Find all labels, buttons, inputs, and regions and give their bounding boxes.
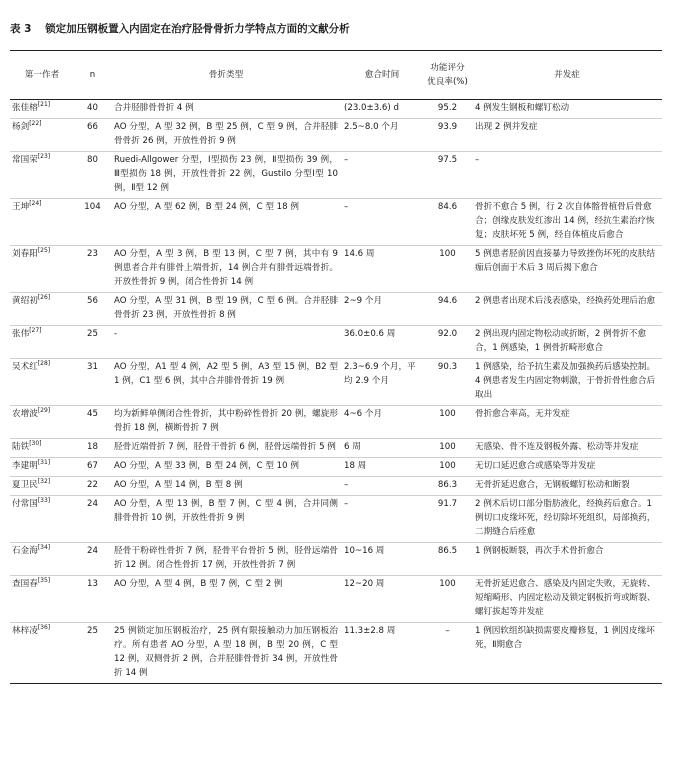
author-name: 石金海 [12, 546, 38, 556]
healing-time-cell: 10~16 周 [341, 543, 423, 576]
fracture-type-cell: 25 例锁定加压钢板治疗，25 例有限接触动力加压钢板治疗。所有患者 AO 分型，A 型 18 例，B 型 20 例，C 型 12 例，双侧骨折 2 例，合并胫腓骨骨折 34 例，开放性骨折 14 例 [111, 623, 341, 684]
healing-time-cell: – [341, 152, 423, 199]
healing-time-cell: – [341, 496, 423, 543]
ref-link[interactable]: [30] [29, 440, 42, 448]
excellent-rate-cell: 91.7 [423, 496, 472, 543]
complications-cell: 2 例患者出现术后浅表感染，经换药处理后治愈 [472, 293, 662, 326]
complications-cell: 出现 2 例并发症 [472, 119, 662, 152]
excellent-rate-cell: 92.0 [423, 326, 472, 359]
n-cell: 45 [74, 406, 111, 439]
ref-link[interactable]: [27] [29, 327, 42, 335]
author-cell [10, 406, 74, 439]
author-cell [10, 100, 74, 119]
ref-link[interactable]: [36] [37, 624, 51, 632]
author-name: 张佳榕 [12, 103, 38, 113]
ref-link[interactable]: [34] [37, 544, 51, 552]
healing-time-cell: 2~9 个月 [341, 293, 423, 326]
n-cell: 40 [74, 100, 111, 119]
author-name: 李建明 [12, 461, 38, 471]
excellent-rate-cell: 86.5 [423, 543, 472, 576]
author-cell [10, 543, 74, 576]
fracture-type-cell: AO 分型，A 型 3 例，B 型 13 例，C 型 7 例，其中有 9 例患者合并有腓骨上端骨折，14 例合并有腓骨远端骨折。开放性骨折 9 例，闭合性骨折 14 例 [111, 246, 341, 293]
table-row [10, 496, 662, 543]
ref-link[interactable]: [29] [37, 407, 51, 415]
n-cell: 22 [74, 477, 111, 496]
fracture-type-cell: AO 分型，A 型 33 例，B 型 24 例，C 型 10 例 [111, 458, 341, 477]
table-row [10, 543, 662, 576]
header-excellent-rate [423, 51, 472, 100]
n-cell: 80 [74, 152, 111, 199]
n-cell: 24 [74, 496, 111, 543]
fracture-type-cell: Ruedi-Allgower 分型，Ⅰ型损伤 23 例，Ⅱ型损伤 39 例，Ⅲ型损伤 18 例，开放性骨折 22 例，Gustilo 分型Ⅰ型 10 例，Ⅱ型 12 例 [111, 152, 341, 199]
excellent-rate-cell: – [423, 623, 472, 684]
ref-link[interactable]: [26] [37, 294, 51, 302]
table-row [10, 199, 662, 246]
healing-time-cell: – [341, 199, 423, 246]
author-name: 陆铁 [12, 442, 30, 452]
complications-cell: 骨折不愈合 5 例，行 2 次自体髂骨植骨后骨愈合；创缘皮肤发红渗出 14 例，经抗生素治疗恢复；皮肤坏死 5 例，经自体植皮后愈合 [472, 199, 662, 246]
healing-time-cell: – [341, 477, 423, 496]
complications-cell: 无骨折延迟愈合、感染及内固定失败，无旋转、短缩畸形、内固定松动及锁定钢板折弯或断裂、螺钉拔起等并发症 [472, 576, 662, 623]
complications-cell: 无骨折延迟愈合，无钢板螺钉松动和断裂 [472, 477, 662, 496]
table-row [10, 152, 662, 199]
fracture-type-cell: 胫骨近端骨折 7 例，胫骨干骨折 6 例，胫骨远端骨折 5 例 [111, 439, 341, 458]
table-row [10, 439, 662, 458]
complications-cell: 1 例钢板断裂，再次手术骨折愈合 [472, 543, 662, 576]
healing-time-cell: 14.6 周 [341, 246, 423, 293]
header-n: n [89, 70, 96, 80]
fracture-type-cell: AO 分型，A1 型 4 例，A2 型 5 例，A3 型 15 例，B2 型 1 例，C1 型 6 例，其中合并腓骨骨折 19 例 [111, 359, 341, 406]
ref-link[interactable]: [25] [37, 247, 51, 255]
author-name: 查国春 [12, 579, 38, 589]
complications-cell: 骨折愈合率高，无并发症 [472, 406, 662, 439]
author-name: 杨剑 [12, 122, 30, 132]
n-cell: 31 [74, 359, 111, 406]
header-fracture-type: 骨折类型 [208, 70, 244, 80]
ref-link[interactable]: [28] [37, 360, 51, 368]
author-cell [10, 293, 74, 326]
ref-link[interactable]: [31] [37, 459, 51, 467]
table-header-row [10, 51, 662, 100]
complications-cell: 5 例患者胫前因直接暴力导致挫伤坏死的皮肤结痂后创面于术后 3 周后揭下愈合 [472, 246, 662, 293]
ref-link[interactable]: [21] [37, 101, 51, 109]
n-cell: 24 [74, 543, 111, 576]
complications-cell: 2 例出现内固定物松动或折断，2 例骨折不愈合，1 例感染，1 例骨折畸形愈合 [472, 326, 662, 359]
excellent-rate-cell: 94.6 [423, 293, 472, 326]
healing-time-cell: 12~20 周 [341, 576, 423, 623]
excellent-rate-cell: 86.3 [423, 477, 472, 496]
author-cell [10, 246, 74, 293]
ref-link[interactable]: [35] [37, 577, 51, 585]
complications-cell: 无感染、骨不连及钢板外露、松动等并发症 [472, 439, 662, 458]
author-cell [10, 576, 74, 623]
author-cell [10, 119, 74, 152]
author-cell [10, 458, 74, 477]
header-author: 第一作者 [24, 70, 60, 80]
n-cell: 13 [74, 576, 111, 623]
table-row [10, 246, 662, 293]
fracture-type-cell: AO 分型，A 型 32 例，B 型 25 例，C 型 9 例，合并胫腓骨骨折 26 例，开放性骨折 9 例 [111, 119, 341, 152]
excellent-rate-cell: 100 [423, 458, 472, 477]
n-cell: 23 [74, 246, 111, 293]
author-cell [10, 477, 74, 496]
author-cell [10, 199, 74, 246]
healing-time-cell: 2.3~6.9 个月，平均 2.9 个月 [341, 359, 423, 406]
table-row [10, 100, 662, 119]
fracture-type-cell: AO 分型，A 型 13 例，B 型 7 例，C 型 4 例，合并同侧腓骨骨折 10 例，开放性骨折 9 例 [111, 496, 341, 543]
table-title: 锁定加压钢板置入内固定在治疗胫骨骨折力学特点方面的文献分析 [45, 23, 350, 35]
n-cell: 66 [74, 119, 111, 152]
author-cell [10, 496, 74, 543]
ref-link[interactable]: [23] [37, 153, 51, 161]
excellent-rate-cell: 100 [423, 406, 472, 439]
header-complications: 并发症 [554, 70, 580, 80]
author-cell [10, 359, 74, 406]
n-cell: 18 [74, 439, 111, 458]
table-row [10, 293, 662, 326]
ref-link[interactable]: [33] [37, 497, 51, 505]
literature-table [10, 50, 662, 684]
complications-cell: 2 例术后切口部分脂肪液化，经换药后愈合。1 例切口皮缘坏死，经切除坏死组织，局部换药，二期缝合后痊愈 [472, 496, 662, 543]
fracture-type-cell: AO 分型，A 型 14 例，B 型 8 例 [111, 477, 341, 496]
n-cell: 67 [74, 458, 111, 477]
author-cell [10, 152, 74, 199]
author-name: 付常国 [12, 499, 38, 509]
fracture-type-cell: AO 分型，A 型 62 例，B 型 24 例，C 型 18 例 [111, 199, 341, 246]
excellent-rate-cell: 90.3 [423, 359, 472, 406]
excellent-rate-cell: 100 [423, 576, 472, 623]
complications-cell: 1 例感染，给予抗生素及加强换药后感染控制。4 例患者发生内固定物刺激，于骨折骨性愈合后取出 [472, 359, 662, 406]
n-cell: 104 [74, 199, 111, 246]
author-cell [10, 623, 74, 684]
healing-time-cell: 11.3±2.8 周 [341, 623, 423, 684]
author-cell [10, 326, 74, 359]
ref-link[interactable]: [24] [29, 200, 42, 208]
n-cell: 56 [74, 293, 111, 326]
table-row [10, 406, 662, 439]
excellent-rate-cell: 84.6 [423, 199, 472, 246]
ref-link[interactable]: [22] [29, 120, 42, 128]
healing-time-cell: 2.5~8.0 个月 [341, 119, 423, 152]
fracture-type-cell: AO 分型，A 型 4 例，B 型 7 例，C 型 2 例 [111, 576, 341, 623]
author-name: 夏卫民 [12, 480, 38, 490]
header-rate-line1: 功能评分 [430, 63, 465, 73]
table-caption [10, 21, 680, 36]
healing-time-cell: 18 周 [341, 458, 423, 477]
author-name: 黄绍初 [12, 296, 38, 306]
table-row [10, 477, 662, 496]
excellent-rate-cell: 95.2 [423, 100, 472, 119]
complications-cell: 1 例因软组织缺损需要皮瓣修复，1 例因皮缘坏死，Ⅱ期愈合 [472, 623, 662, 684]
author-name: 王坤 [12, 202, 30, 212]
author-name: 刘春阳 [12, 249, 38, 259]
fracture-type-cell: AO 分型，A 型 31 例，B 型 19 例，C 型 6 例。合并胫腓骨骨折 23 例，开放性骨折 8 例 [111, 293, 341, 326]
author-name: 林梓凌 [12, 626, 38, 636]
fracture-type-cell: - [111, 326, 341, 359]
n-cell: 25 [74, 623, 111, 684]
fracture-type-cell: 均为新鲜单侧闭合性骨折，其中粉碎性骨折 20 例，螺旋形骨折 18 例，横断骨折 7 例 [111, 406, 341, 439]
author-name: 常国荣 [12, 155, 38, 165]
table-row [10, 576, 662, 623]
n-cell: 25 [74, 326, 111, 359]
excellent-rate-cell: 100 [423, 246, 472, 293]
healing-time-cell: 36.0±0.6 周 [341, 326, 423, 359]
healing-time-cell: (23.0±3.6) d [341, 100, 423, 119]
author-name: 农增波 [12, 409, 38, 419]
excellent-rate-cell: 93.9 [423, 119, 472, 152]
table-row [10, 458, 662, 477]
table-row [10, 119, 662, 152]
healing-time-cell: 4~6 个月 [341, 406, 423, 439]
fracture-type-cell: 胫骨干粉碎性骨折 7 例，胫骨平台骨折 5 例，胫骨远端骨折 12 例。闭合性骨折 17 例，开放性骨折 7 例 [111, 543, 341, 576]
fracture-type-cell: 合并胫腓骨骨折 4 例 [111, 100, 341, 119]
table-number: 表 3 [10, 23, 32, 35]
complications-cell: 4 例发生钢板和螺钉松动 [472, 100, 662, 119]
table-row [10, 623, 662, 684]
author-name: 张伟 [12, 329, 30, 339]
excellent-rate-cell: 97.5 [423, 152, 472, 199]
complications-cell: – [472, 152, 662, 199]
excellent-rate-cell: 100 [423, 439, 472, 458]
healing-time-cell: 6 周 [341, 439, 423, 458]
header-rate-line2: 优良率(%) [427, 77, 468, 87]
table-row [10, 359, 662, 406]
complications-cell: 无切口延迟愈合或感染等并发症 [472, 458, 662, 477]
table-row [10, 326, 662, 359]
header-healing-time: 愈合时间 [364, 70, 400, 80]
author-cell [10, 439, 74, 458]
ref-link[interactable]: [32] [37, 478, 51, 486]
author-name: 吴术红 [12, 362, 38, 372]
